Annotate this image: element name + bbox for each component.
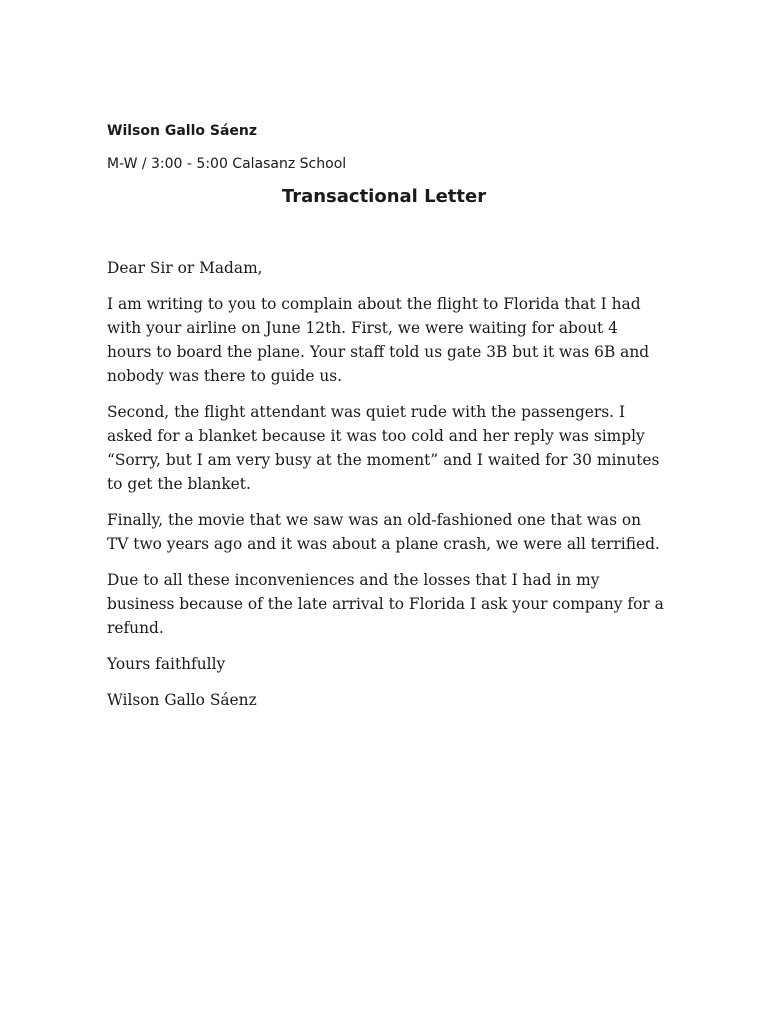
letter-paragraph: Due to all these inconveniences and the losses that I had in my business because of the late arrival to Florida I ask your company for a refund. bbox=[107, 571, 664, 637]
letter-closing: Yours faithfully bbox=[107, 655, 226, 673]
document-title: Transactional Letter bbox=[281, 186, 487, 207]
letter-paragraph: Finally, the movie that we saw was an old-fashioned one that was on TV two years ago and it was about a plane crash, we were all terrified. bbox=[107, 511, 660, 553]
letter-paragraph: Second, the flight attendant was quiet rude with the passengers. I asked for a blanket because it was too cold and her reply was simply “Sorry, but I am very busy at the moment” and I waited for 30 minutes to get the blanket. bbox=[107, 403, 660, 493]
letter-greeting: Dear Sir or Madam, bbox=[107, 259, 263, 277]
author-name: Wilson Gallo Sáenz bbox=[107, 123, 258, 139]
letter-body bbox=[107, 256, 667, 724]
class-info: M-W / 3:00 - 5:00 Calasanz School bbox=[107, 156, 347, 172]
letter-paragraph: I am writing to you to complain about the flight to Florida that I had with your airline on June 12th. First, we were waiting for about 4 hours to board the plane. Your staff told us gate 3B but it was 6B and nobody was there to guide us. bbox=[107, 295, 650, 385]
letter-signature: Wilson Gallo Sáenz bbox=[107, 691, 257, 709]
